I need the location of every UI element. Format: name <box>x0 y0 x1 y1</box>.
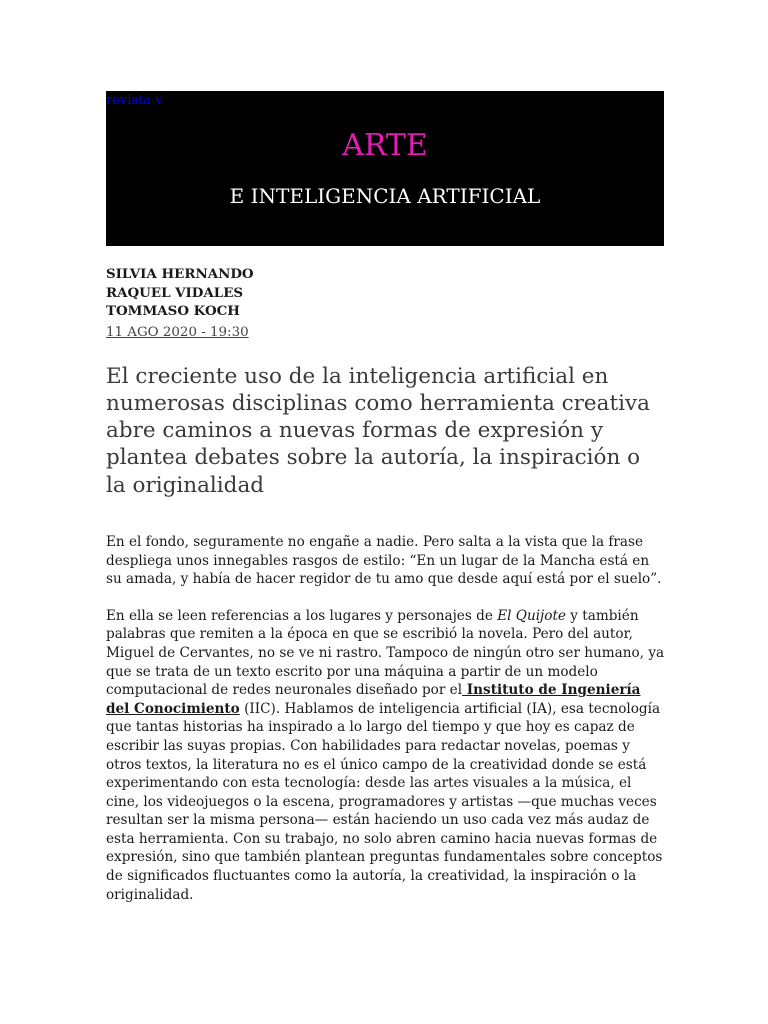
article <box>106 91 664 904</box>
paragraph-text: (IIC). Hablamos de inteligencia artificial (IA), esa tecnología que tantas historias ha inspirado a lo largo del tiempo y que hoy es capaz de escribir las suyas propias. Con habilidades para redactar novelas, poemas y otros textos, la literatura no es el único campo de la creatividad donde se está experimentando con esta tecnología: desde las artes visuales a la música, el cine, los videojuegos o la escena, programadores y artistas —que muchas veces resultan ser la misma persona— están haciendo un uso cada vez más audaz de esta herramienta. Con su trabajo, no solo abren camino hacia nuevas formas de expresión, sino que también plantean preguntas fundamentales sobre conceptos de significados fluctuantes como la autoría, la creatividad, la inspiración o la originalidad. <box>106 700 663 903</box>
revista-link[interactable]: revista v <box>106 93 163 108</box>
byline <box>106 265 664 321</box>
author-name: SILVIA HERNANDO <box>106 266 254 282</box>
header-banner <box>106 91 664 246</box>
body-paragraph-1: En el fondo, seguramente no engañe a nadie. Pero salta a la vista que la frase despliega unos innegables rasgos de estilo: “En un lugar de la Mancha está en su amada, y había de hacer regidor de tu amo que desde aquí está por el suelo”. <box>106 533 662 588</box>
paragraph-text: y también palabras que remiten a la época en que se escribió la novela. Pero del autor, Miguel de Cervantes, no se ve ni rastro. Tampoco de ningún otro ser humano, ya que se trata de un texto escrito por una máquina a partir de un modelo computacional de redes neuronales diseñado por el <box>106 607 665 699</box>
author-name: TOMMASO KOCH <box>106 303 240 319</box>
body-paragraph-2 <box>106 607 666 905</box>
article-lead: El creciente uso de la inteligencia artificial en numerosas disciplinas como herramienta creativa abre caminos a nuevas formas de expresión y plantea debates sobre la autoría, la inspiración o la originalidad <box>106 363 650 498</box>
banner-title: ARTE <box>342 128 428 163</box>
publish-date[interactable]: 11 AGO 2020 - 19:30 <box>106 324 249 340</box>
banner-subtitle: E INTELIGENCIA ARTIFICIAL <box>229 184 541 208</box>
author-name: RAQUEL VIDALES <box>106 284 244 301</box>
book-title: El Quijote <box>497 607 566 624</box>
iic-link[interactable]: Instituto de Ingeniería del Conocimiento <box>106 682 641 717</box>
paragraph-text: En ella se leen referencias a los lugares y personajes de <box>106 607 498 624</box>
